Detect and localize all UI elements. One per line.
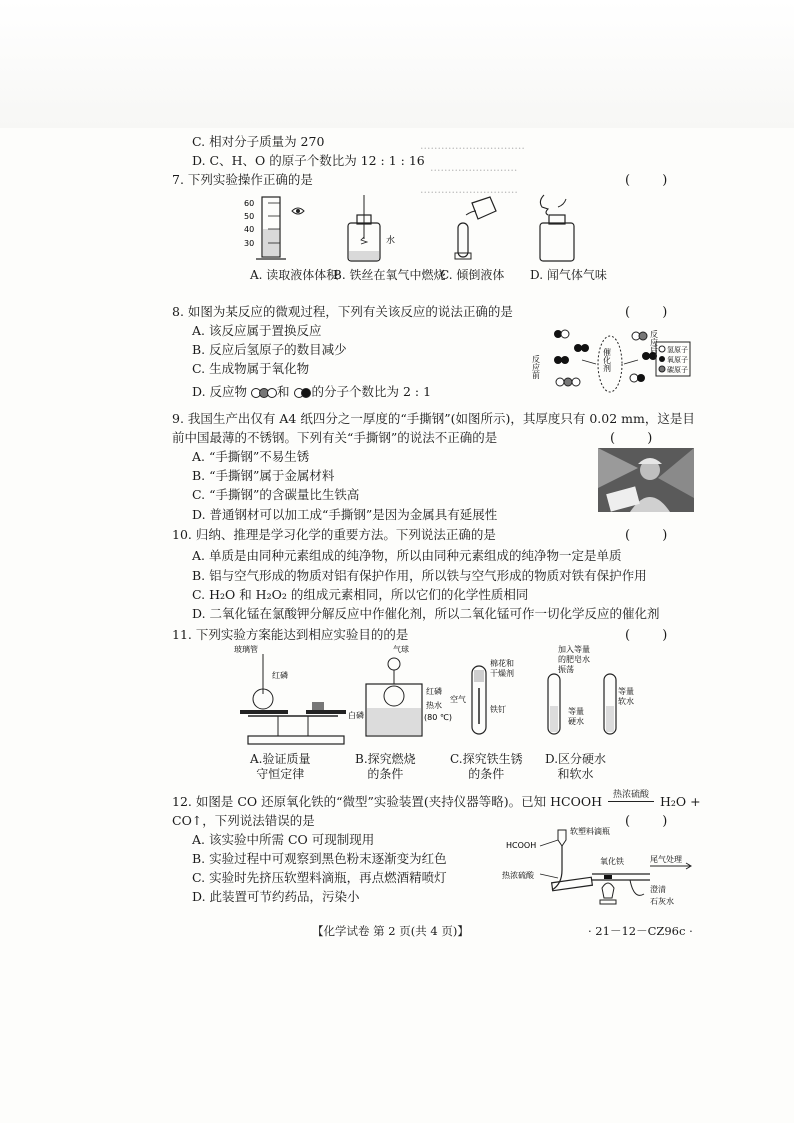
svg-text:HCOOH: HCOOH (506, 841, 537, 850)
page-footer: 【化学试卷 第 2 页(共 4 页)】 (312, 924, 469, 938)
svg-text:石灰水: 石灰水 (650, 897, 674, 906)
q12-answer-paren: ( ) (625, 814, 682, 829)
q6-option-d: D. C、H、O 的原子个数比为 12 : 1 : 16 (192, 153, 425, 168)
svg-text:的肥皂水: 的肥皂水 (558, 655, 590, 664)
svg-text:等量: 等量 (568, 707, 584, 716)
svg-text:等量: 等量 (618, 687, 634, 696)
bleed-through-text: ························· (430, 164, 518, 177)
q11-caption-d: D.区分硬水 和软水 (545, 752, 607, 781)
q8-answer-paren: ( ) (625, 305, 682, 320)
bleed-through-text: ···························· (420, 186, 518, 199)
svg-text:澄清: 澄清 (650, 885, 666, 894)
svg-text:40: 40 (244, 225, 255, 234)
svg-text:气球: 气球 (393, 645, 409, 654)
q11-caption-b: B.探究燃烧 的条件 (355, 752, 416, 781)
q9-option-b: B. “手撕钢”属于金属材料 (192, 468, 335, 483)
svg-text:水: 水 (386, 236, 396, 246)
q11-figures (228, 644, 634, 754)
svg-text:氢原子: 氢原子 (667, 346, 688, 354)
svg-text:50: 50 (244, 212, 255, 221)
q9-answer-paren: ( ) (610, 431, 667, 446)
q12-option-c: C. 实验时先挤压软塑料滴瓶，再点燃酒精喷灯 (192, 870, 447, 885)
svg-text:红磷: 红磷 (426, 687, 442, 696)
q12-option-d: D. 此装置可节约药品，污染小 (192, 889, 360, 904)
svg-text:软塑料滴瓶: 软塑料滴瓶 (570, 827, 610, 836)
svg-text:玻璃管: 玻璃管 (234, 645, 258, 654)
svg-text:加入等量: 加入等量 (558, 645, 590, 654)
svg-text:棉花和: 棉花和 (490, 659, 514, 668)
q7-caption-d: D. 闻气体气味 (530, 268, 607, 282)
smell-gas-icon (540, 195, 574, 261)
q7-caption-a: A. 读取液体体积 (250, 268, 339, 282)
molecule-group-before (554, 330, 589, 386)
q11-caption-a: A.验证质量 守恒定律 (250, 752, 311, 781)
molecule-h2-icon (294, 387, 312, 399)
q10-option-d: D. 二氧化锰在氯酸钾分解反应中作催化剂，所以二氧化锰可作一切化学反应的催化剂 (192, 606, 660, 621)
steel-worker-photo (598, 448, 694, 512)
q7-caption-c: C. 倾倒液体 (440, 268, 505, 282)
svg-text:干燥剂: 干燥剂 (490, 669, 514, 678)
svg-text:氧原子: 氧原子 (667, 356, 688, 364)
svg-text:碳原子: 碳原子 (667, 366, 688, 374)
q9-stem-line1: 9. 我国生产出仅有 A4 纸四分之一厚度的“手撕钢”(如图所示)，其厚度只有 0.02 mm，这是目 (172, 411, 695, 426)
q12-stem-line1: 12. 如图是 CO 还原氧化铁的“微型”实验装置(夹持仪器等略)。已知 HCOOH 热浓硫酸 H₂O + (172, 790, 701, 809)
svg-text:热浓硫酸: 热浓硫酸 (502, 871, 534, 880)
q12-option-a: A. 该实验中所需 CO 可现制现用 (192, 832, 375, 847)
two-test-tubes-icon (548, 644, 634, 734)
q9-option-c: C. “手撕钢”的含碳量比生铁高 (192, 487, 360, 502)
q10-option-a: A. 单质是由同种元素组成的纯净物，所以由同种元素组成的纯净物一定是单质 (192, 548, 622, 563)
q8-option-b: B. 反应后氢原子的数目减少 (192, 342, 347, 357)
graduated-cylinder-icon (244, 197, 304, 259)
svg-text:软水: 软水 (618, 697, 634, 706)
svg-text:热水: 热水 (426, 701, 442, 710)
q12-stem-line2: CO↑，下列说法错误的是 (172, 813, 315, 828)
q10-option-b: B. 铝与空气形成的物质对铝有保护作用，所以铁与空气形成的物质对铁有保护作用 (192, 568, 647, 583)
test-tube-icon (450, 658, 514, 734)
q7-answer-paren: ( ) (625, 173, 682, 188)
svg-text:反应前: 反应前 (531, 355, 541, 379)
svg-text:尾气处理: 尾气处理 (650, 855, 682, 864)
q8-reaction-diagram (530, 320, 690, 410)
svg-text:空气: 空气 (450, 695, 466, 704)
svg-text:60: 60 (244, 199, 255, 208)
pouring-liquid-icon (455, 197, 496, 259)
q9-option-a: A. “手撕钢”不易生锈 (192, 449, 310, 464)
q8-option-c: C. 生成物属于氧化物 (192, 361, 310, 376)
svg-text:硬水: 硬水 (568, 717, 584, 726)
molecule-co2-icon (251, 387, 277, 399)
q8-stem: 8. 如图为某反应的微观过程，下列有关该反应的说法正确的是 (172, 304, 513, 319)
scan-shading (0, 0, 794, 128)
beaker-icon (348, 644, 452, 736)
bleed-through-text: ······························ (420, 142, 525, 155)
svg-text:振荡: 振荡 (558, 665, 574, 674)
q8-option-d: D. 反应物 和 的分子个数比为 2 : 1 (192, 384, 432, 399)
q8-option-a: A. 该反应属于置换反应 (192, 323, 322, 338)
q7-stem: 7. 下列实验操作正确的是 (172, 172, 313, 187)
page-code: · 21－12－CZ96c · (588, 924, 693, 938)
gas-bottle-icon (348, 195, 395, 261)
q10-stem: 10. 归纳、推理是学习化学的重要方法。下列说法正确的是 (172, 527, 496, 542)
q11-answer-paren: ( ) (625, 628, 682, 643)
q12-option-b: B. 实验过程中可观察到黑色粉末逐渐变为红色 (192, 851, 447, 866)
q10-option-c: C. H₂O 和 H₂O₂ 的组成元素相同，所以它们的化学性质相同 (192, 587, 529, 602)
q6-option-c: C. 相对分子质量为 270 (192, 134, 325, 149)
svg-text:红磷: 红磷 (272, 671, 288, 680)
svg-text:白磷: 白磷 (348, 711, 364, 720)
q12-apparatus (500, 826, 700, 916)
svg-text:反应后: 反应后 (649, 330, 659, 354)
balance-icon (234, 644, 346, 744)
q9-option-d: D. 普通钢材可以加工成“手撕钢”是因为金属具有延展性 (192, 507, 498, 522)
svg-text:(80 ℃): (80 ℃) (424, 713, 452, 722)
q7-figures (240, 193, 600, 268)
q11-caption-c: C.探究铁生锈 的条件 (450, 752, 523, 781)
svg-text:氧化铁: 氧化铁 (600, 857, 624, 866)
q7-caption-b: B. 铁丝在氧气中燃烧 (333, 268, 446, 282)
svg-text:铁钉: 铁钉 (490, 705, 506, 714)
svg-text:催化剂: 催化剂 (602, 348, 612, 372)
q11-stem: 11. 下列实验方案能达到相应实验目的的是 (172, 627, 409, 642)
q9-stem-line2: 前中国最薄的不锈钢。下列有关“手撕钢”的说法不正确的是 (172, 430, 498, 445)
svg-text:30: 30 (244, 239, 255, 248)
q10-answer-paren: ( ) (625, 528, 682, 543)
